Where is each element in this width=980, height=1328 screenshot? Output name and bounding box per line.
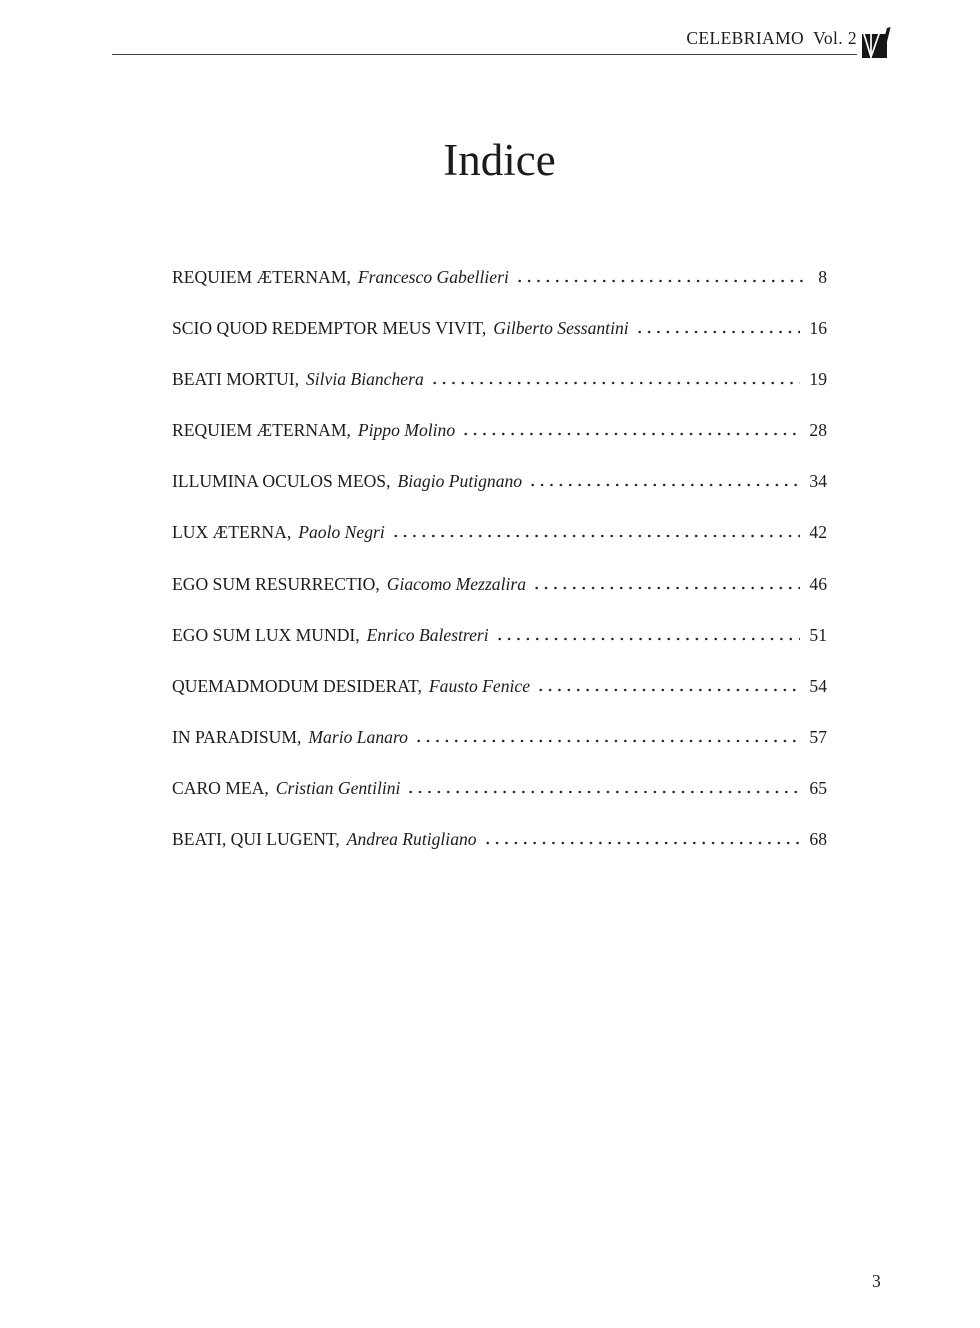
toc-entry-title: CARO MEA, bbox=[172, 777, 269, 798]
toc-entry-title: REQUIEM ÆTERNAM, bbox=[172, 267, 351, 287]
toc-entry bbox=[172, 369, 827, 420]
toc-entry bbox=[172, 778, 827, 829]
toc-entry bbox=[172, 522, 827, 573]
toc-entry-title: ILLUMINA OCULOS MEOS, bbox=[172, 471, 391, 492]
toc-entry-author: Fausto Fenice bbox=[428, 675, 531, 696]
toc-entry-page-number: 51 bbox=[809, 624, 827, 645]
toc-entry-title: REQUIEM ÆTERNAM, bbox=[172, 420, 351, 441]
toc-entry bbox=[172, 267, 827, 318]
toc-entry-page-number: 57 bbox=[809, 726, 827, 747]
toc-entry bbox=[172, 471, 827, 522]
header-series-label: CELEBRIAMO bbox=[686, 28, 805, 48]
toc-entry-author: Biagio Putignano bbox=[397, 471, 523, 492]
toc-entry bbox=[172, 420, 827, 471]
toc-dot-leader bbox=[526, 482, 800, 487]
toc-entry bbox=[172, 829, 827, 880]
toc-entry-page-number: 68 bbox=[809, 829, 827, 850]
toc-entry bbox=[172, 574, 827, 625]
header-volume-label: Vol. 2 bbox=[813, 28, 857, 48]
toc-entry-title: BEATI MORTUI, bbox=[172, 369, 299, 390]
page-number: 3 bbox=[872, 1271, 881, 1291]
toc-entry-page-number: 19 bbox=[809, 369, 827, 390]
toc-entry-page-number: 65 bbox=[809, 777, 827, 798]
toc-dot-leader bbox=[530, 585, 800, 590]
running-header bbox=[112, 28, 857, 55]
toc-dot-leader bbox=[428, 380, 801, 385]
toc-entry-author: Giacomo Mezzalira bbox=[386, 573, 527, 594]
toc-entry-title: SCIO QUOD REDEMPTOR MEUS VIVIT, bbox=[172, 318, 487, 339]
toc-entry-title: EGO SUM RESURRECTIO, bbox=[172, 573, 380, 594]
toc-dot-leader bbox=[459, 431, 800, 436]
toc-dot-leader bbox=[513, 278, 809, 283]
toc-dot-leader bbox=[389, 533, 801, 538]
toc-entry-author: Francesco Gabellieri bbox=[357, 267, 509, 287]
toc-entry-page-number: 28 bbox=[809, 420, 827, 441]
toc-dot-leader bbox=[412, 738, 800, 743]
toc-entry-page-number: 34 bbox=[809, 471, 827, 492]
publisher-logo-icon bbox=[862, 27, 893, 58]
toc-entry-author: Enrico Balestreri bbox=[366, 624, 489, 645]
toc-entry-page-number: 42 bbox=[809, 522, 827, 543]
toc-list bbox=[172, 267, 827, 880]
page-title: Indice bbox=[443, 135, 556, 185]
toc-entry-title: BEATI, QUI LUGENT, bbox=[172, 829, 340, 850]
toc-entry-author: Paolo Negri bbox=[298, 522, 385, 543]
toc-entry-author: Andrea Rutigliano bbox=[346, 829, 477, 850]
toc-entry-title: IN PARADISUM, bbox=[172, 726, 302, 747]
toc-entry-author: Cristian Gentilini bbox=[275, 777, 401, 798]
toc-entry-page-number: 16 bbox=[809, 318, 827, 339]
toc-entry-page-number: 8 bbox=[818, 267, 827, 287]
toc-entry-page-number: 54 bbox=[809, 675, 827, 696]
toc-entry-title: EGO SUM LUX MUNDI, bbox=[172, 624, 360, 645]
toc-entry-title: LUX ÆTERNA, bbox=[172, 522, 292, 543]
toc-entry-title: QUEMADMODUM DESIDERAT, bbox=[172, 675, 422, 696]
toc-dot-leader bbox=[404, 789, 800, 794]
toc-entry bbox=[172, 676, 827, 727]
toc-entry-author: Silvia Bianchera bbox=[305, 369, 424, 390]
toc-entry-author: Mario Lanaro bbox=[308, 726, 408, 747]
toc-dot-leader bbox=[493, 636, 801, 641]
toc-entry bbox=[172, 625, 827, 676]
toc-entry-author: Pippo Molino bbox=[357, 420, 456, 441]
toc-entry-page-number: 46 bbox=[809, 573, 827, 594]
toc-dot-leader bbox=[534, 687, 800, 692]
toc-entry-author: Gilberto Sessantini bbox=[493, 318, 629, 339]
toc-entry bbox=[172, 318, 827, 369]
toc-entry bbox=[172, 727, 827, 778]
toc-dot-leader bbox=[633, 329, 801, 334]
toc-dot-leader bbox=[481, 840, 801, 845]
